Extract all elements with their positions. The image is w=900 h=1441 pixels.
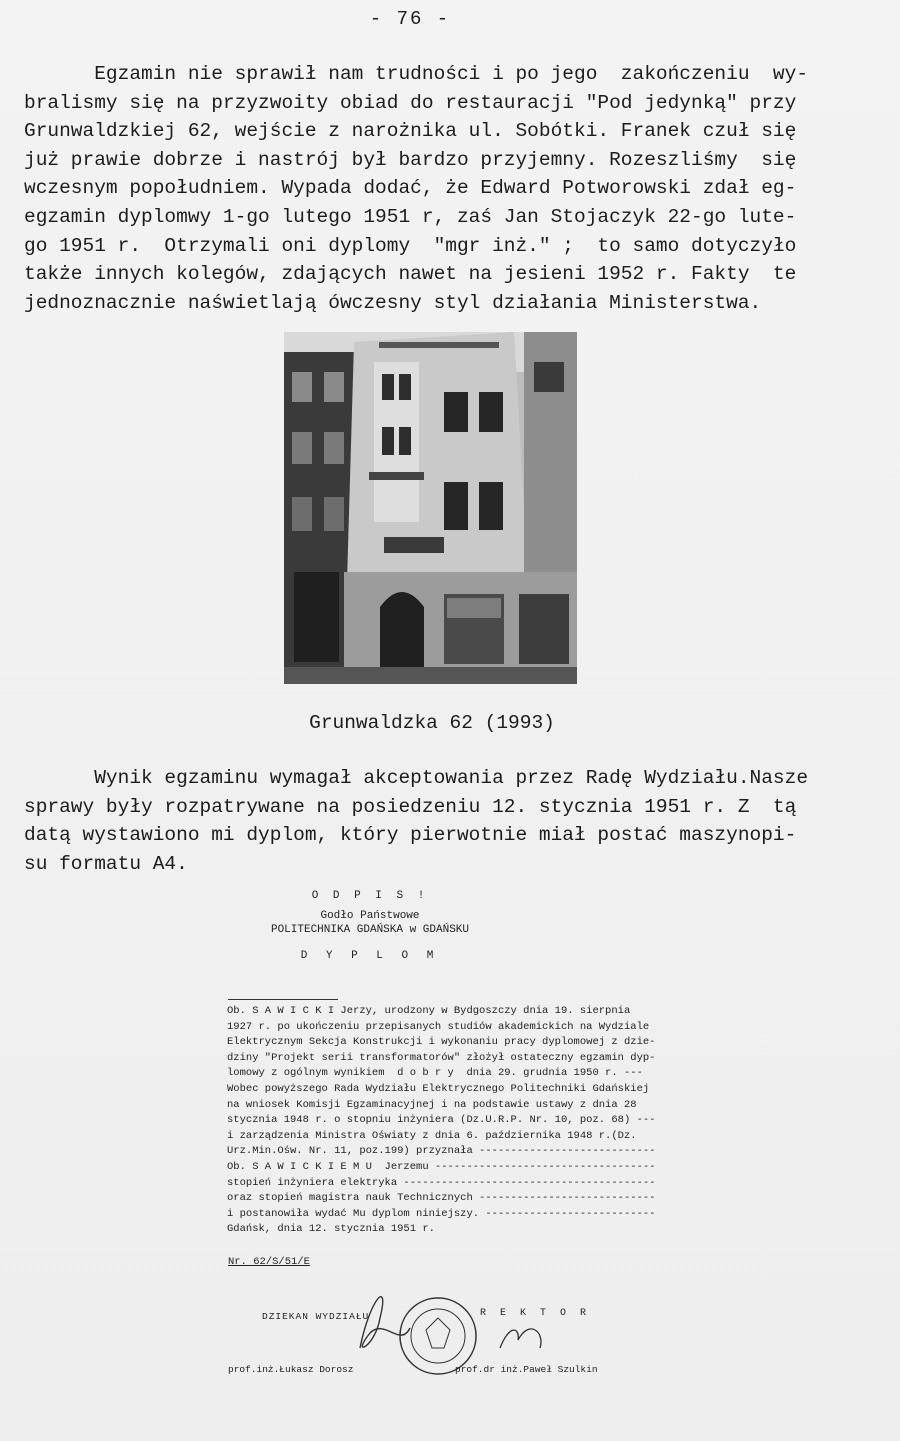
- text-line: datą wystawiono mi dyplom, który pierwotnie miał postać maszynopi-: [24, 824, 797, 847]
- text-line: Wynik egzaminu wymagał akceptowania przez Radę Wydziału.Nasze: [24, 767, 809, 789]
- paragraph-exam-dinner: [24, 60, 880, 317]
- dean-label: DZIEKAN WYDZIAŁU: [262, 1311, 370, 1322]
- text-line: sprawy były rozpatrywane na posiedzeniu 12. stycznia 1951 r. Z tą: [24, 795, 797, 818]
- diploma-number: Nr. 62/S/51/E: [228, 1256, 310, 1268]
- diploma-line: Wobec powyższego Rada Wydziału Elektrycznego Politechniki Gdańskiej: [227, 1082, 650, 1095]
- diploma-university-name: POLITECHNIKA GDAŃSKA w GDAŃSKU: [270, 924, 470, 936]
- diploma-line: Ob. S A W I C K I E M U Jerzemu -----------------------------------: [227, 1160, 656, 1173]
- diploma-odpis-label: O D P I S !: [311, 890, 429, 902]
- text-line: jednoznacznie naświetlają ówczesny styl działania Ministerstwa.: [24, 291, 762, 314]
- paragraph-diploma-acceptance: [24, 764, 880, 878]
- building-photo-image: [284, 332, 577, 684]
- diploma-line: Elektrycznym Sekcja Konstrukcji i wykonaniu pracy dyplomowej z dzie-: [227, 1036, 656, 1049]
- diploma-line: dziny "Projekt serii transformatorów" złożył ostateczny egzamin dyp-: [227, 1051, 656, 1064]
- text-line: egzamin dyplomwy 1-go lutego 1951 r, zaś Jan Stojaczyk 22-go lute-: [24, 205, 797, 228]
- diploma-line: lomowy z ogólnym wynikiem d o b r y dnia 29. grudnia 1950 r. ---: [227, 1067, 643, 1080]
- text-line: Grunwaldzkiej 62, wejście z narożnika ul. Sobótki. Franek czuł się: [24, 120, 797, 143]
- dean-name: prof.inż.Łukasz Dorosz: [228, 1364, 354, 1375]
- rector-name: prof.dr inż.Paweł Szulkin: [455, 1364, 598, 1375]
- page-number: - 76 -: [369, 8, 451, 30]
- rector-signature-icon: [500, 1329, 541, 1348]
- text-line: także innych kolegów, zdających nawet na jesieni 1952 r. Fakty te: [24, 263, 797, 286]
- diploma-line: 1927 r. po ukończeniu przepisanych studiów akademickich na Wydziale: [227, 1020, 650, 1033]
- building-photo: [284, 332, 577, 684]
- diploma-line: na wniosek Komisji Egzaminacyjnej i na podstawie ustawy z dnia 28: [227, 1098, 637, 1111]
- diploma-line: i postanowiła wydać Mu dyplom niniejszy. ---------------------------: [227, 1207, 656, 1220]
- photo-caption: Grunwaldzka 62 (1993): [309, 712, 555, 734]
- text-line: su formatu A4.: [24, 852, 188, 875]
- diploma-line: stopień inżyniera elektryka ----------------------------------------: [227, 1176, 656, 1189]
- diploma-line: Gdańsk, dnia 12. stycznia 1951 r.: [227, 1223, 435, 1236]
- diploma-line: stycznia 1948 r. o stopniu inżyniera (Dz.U.R.P. Nr. 10, poz. 68) ---: [227, 1114, 656, 1127]
- diploma-line: i zarządzenia Ministra Oświaty z dnia 6. października 1948 r.(Dz.: [227, 1129, 637, 1142]
- text-line: bralismy się na przyzwoity obiad do restauracji "Pod jedynką" przy: [24, 91, 797, 114]
- diploma-title: D Y P L O M: [300, 950, 440, 962]
- text-line: go 1951 r. Otrzymali oni dyplomy "mgr inż." ; to samo dotyczyło: [24, 234, 797, 257]
- rector-label: R E K T O R: [480, 1308, 591, 1319]
- text-line: Egzamin nie sprawił nam trudności i po jego zakończeniu wy-: [24, 63, 809, 85]
- diploma-line: Urz.Min.Ośw. Nr. 11, poz.199) przyznała ----------------------------: [227, 1145, 656, 1158]
- diploma-line: oraz stopień magistra nauk Technicznych ----------------------------: [227, 1192, 656, 1205]
- text-line: już prawie dobrze i nastrój był bardzo przyjemny. Rozeszliśmy się: [24, 148, 797, 171]
- diploma-line: Ob. S A W I C K I Jerzy, urodzony w Bydgoszczy dnia 19. sierpnia: [227, 1005, 631, 1017]
- diploma-copy: [200, 878, 720, 1398]
- text-line: wczesnym popołudniem. Wypada dodać, że Edward Potworowski zdał eg-: [24, 177, 797, 200]
- diploma-emblem-label: Godło Państwowe: [320, 910, 420, 922]
